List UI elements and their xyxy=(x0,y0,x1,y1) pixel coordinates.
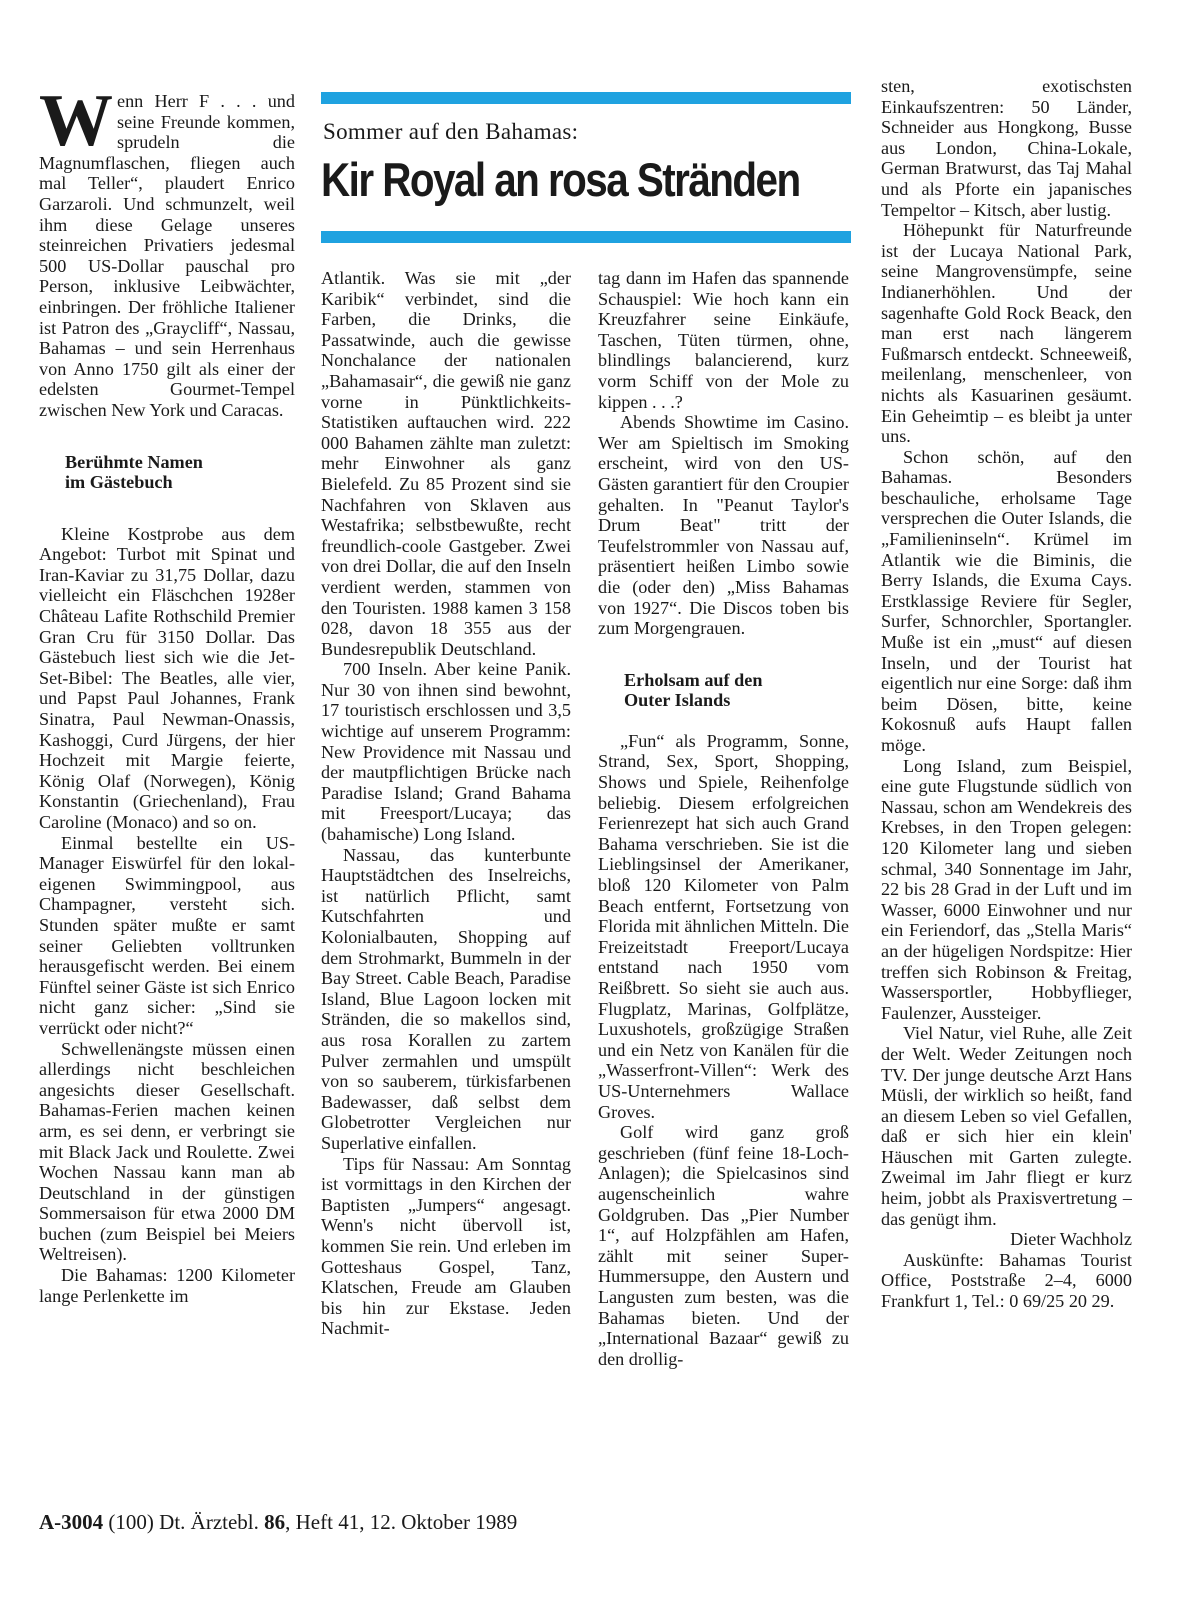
headline-box xyxy=(321,92,851,247)
paragraph: Schon schön, auf den Bahamas. Besonders beschauliche, erholsame Tage versprechen die Outer Islands, die „Familieninseln“. Krümel im Atlantik wie die Biminis, die Berry Islands, die Exuma Cays. Erstklassige Reviere für Segler, Surfer, Schnorchler, Sportangler. Muße ist ein „must“ auf diesen Inseln, und der Tourist hat eigentlich nur eine Sorge: daß ihm beim Dösen, bitte, keine Kokosnuß aufs Haupt fallen möge. xyxy=(881,446,1132,755)
paragraph: Abends Showtime im Casino. Wer am Spieltisch im Smoking erscheint, wird von den US-Gästen garantiert für den Croupier gehalten. In "Peanut Taylor's Drum Beat" tritt der Teufelstrommler von Nassau auf, präsentiert heißen Limbo sowie die (oder den) „Miss Bahamas von 1927“. Die Discos toben bis zum Morgengrauen. xyxy=(598,412,849,639)
issue-info: (100) Dt. Ärztebl. xyxy=(108,1510,259,1534)
issue-date: , Heft 41, 12. Oktober 1989 xyxy=(285,1510,518,1534)
subheading: Erholsam auf den Outer Islands xyxy=(624,669,763,711)
bottom-rule xyxy=(321,231,851,243)
page-footer xyxy=(39,1510,517,1535)
paragraph: Wenn Herr F . . . und seine Freunde kommen, sprudeln die Magnumflaschen, fliegen auch mal Teller“, plaudert Enrico Garzaroli. Und schmunzelt, weil ihm diese Gelage unseres steinreichen Privatiers jedesmal 500 US-Dollar pauschal pro Person, inklusive Leibwächter, einbringen. Der fröhliche Italiener ist Patron des „Graycliff“, Nassau, Bahamas – und sein Herrenhaus von Anno 1750 gilt als einer der edelsten Gourmet-Tempel zwischen New York und Caracas. xyxy=(39,91,295,420)
paragraph: Einmal bestellte ein US-Manager Eiswürfel für den lokal-eigenen Swimmingpool, aus Champagner, versteht sich. Stunden später mußte er samt seiner Geliebten volltrunken herausgefischt werden. Bei einem Fünftel seiner Gäste ist sich Enrico nicht ganz sicher: „Sind sie verrückt oder nicht?“ xyxy=(39,832,295,1038)
paragraph: „Fun“ als Programm, Sonne, Strand, Sex, Sport, Shopping, Shows und Spiele, Reihenfolge beliebig. Diesem erfolgreichen Ferienrezept hat sich auch Grand Bahama verschrieben. Sie ist die Lieblingsinsel der Amerikaner, bloß 120 Kilometer von Palm Beach entfernt, Fortsetzung von Florida mit ähnlichen Mitteln. Die Freizeitstadt Freeport/Lucaya entstand nach 1950 vom Reißbrett. So sieht sie auch aus. Flugplatz, Marinas, Golfplätze, Luxushotels, großzügige Straßen und ein Netz von Kanälen für die „Wasserfront-Villen“: Werk des US-Unternehmers Wallace Groves. xyxy=(598,730,849,1122)
paragraph: tag dann im Hafen das spannende Schauspiel: Wie hoch kann ein Kreuzfahrer seine Einkäufe, Taschen, Tüten türmen, ohne, blindlings balancierend, kurz vorm Schiff von der Mole zu kippen . . .? xyxy=(598,268,849,412)
paragraph: Schwellenängste müssen einen allerdings nicht beschleichen angesichts dieser Gesellschaft. Bahamas-Ferien machen keinen arm, es sei denn, er verbringt sie mit Black Jack und Roulette. Zwei Wochen Nassau kann man ab Deutschland in der günstigen Sommersaison für etwa 2000 DM buchen (zum Beispiel bei Meiers Weltreisen). xyxy=(39,1038,295,1265)
headline: Kir Royal an rosa Stränden xyxy=(321,153,800,206)
column-1 xyxy=(39,91,295,1476)
kicker: Sommer auf den Bahamas: xyxy=(323,119,579,144)
paragraph: sten, exotischsten Einkaufszentren: 50 Länder, Schneider aus Hongkong, Busse aus London, China-Lokale, German Bratwurst, das Taj Mahal und als Pforte ein japanisches Tempeltor – Kitsch, aber lustig. xyxy=(881,76,1132,220)
paragraph: 700 Inseln. Aber keine Panik. Nur 30 von ihnen sind bewohnt, 17 touristisch erschlossen und 3,5 wichtige auf unserem Programm: New Providence mit Nassau und der mautpflichtigen Brücke nach Paradise Island; Grand Bahama mit Freesport/Lucaya; das (bahamische) Long Island. xyxy=(321,659,571,845)
info-paragraph: Auskünfte: Bahamas Tourist Office, Poststraße 2–4, 6000 Frankfurt 1, Tel.: 0 69/25 20 29. xyxy=(881,1249,1132,1312)
paragraph: Nassau, das kunterbunte Hauptstädtchen des Inselreichs, ist natürlich Pflicht, samt Kutschfahrten und Kolonialbauten, Shopping auf dem Strohmarkt, Bummeln in der Bay Street. Cable Beach, Paradise Island, Blue Lagoon locken mit Stränden, die so makellos sind, aus rosa Korallen zu zartem Pulver zermahlen und umspült von so sauberem, türkisfarbenen Badewasser, daß selbst dem Globetrotter Vergleichen nur Superlative einfallen. xyxy=(321,844,571,1153)
column-3 xyxy=(598,268,849,1478)
author-signature: Dieter Wachholz xyxy=(1010,1229,1132,1250)
paragraph: Golf wird ganz groß geschrieben (fünf feine 18-Loch-Anlagen); die Spielcasinos sind augenscheinlich wahre Goldgruben. Das „Pier Number 1“, auf Holzpfählen am Hafen, zählt mit seiner Super-Hummersuppe, den Austern und Langusten zum besten, was die Bahamas bieten. Und der „International Bazaar“ gewiß zu den drollig- xyxy=(598,1122,849,1369)
drop-cap: W xyxy=(39,91,111,162)
paragraph: Viel Natur, viel Ruhe, alle Zeit der Welt. Weder Zeitungen noch TV. Der junge deutsche Arzt Hans Müsli, der wirklich so heißt, fand an diesem Leben so viel Gefallen, daß er sich hier ein klein' Häuschen mit Garten zulegte. Zweimal im Jahr fliegt er kurz heim, jobbt als Praxisvertretung – das genügt ihm. xyxy=(881,1023,1132,1229)
top-rule xyxy=(321,92,851,104)
subheading: Berühmte Namen im Gästebuch xyxy=(65,451,203,493)
page-number: A-3004 xyxy=(39,1510,104,1534)
paragraph: Höhepunkt für Naturfreunde ist der Lucaya National Park, seine Mangrovensümpfe, seine Indianerhöhlen. Und der sagenhafte Gold Rock Beack, den man erst nach längerem Fußmarsch entdeckt. Schneeweiß, meilenlang, menschenleer, von nichts als Kasuarinen gesäumt. Ein Geheimtip – es bleibt ja unter uns. xyxy=(881,220,1132,447)
paragraph: Kleine Kostprobe aus dem Angebot: Turbot mit Spinat und Iran-Kaviar zu 31,75 Dollar, dazu vielleicht ein Fläschchen 1928er Château Lafite Rothschild Premier Gran Cru für 3150 Dollar. Das Gästebuch liest sich wie die Jet-Set-Bibel: The Beatles, alle vier, und Papst Paul Johannes, Frank Sinatra, Paul Newman-Onassis, Kashoggi, Curd Jürgens, der hier Hochzeit mit Margie feierte, König Olaf (Norwegen), König Konstantin (Griechenland), Frau Caroline (Monaco) and so on. xyxy=(39,523,295,832)
paragraph: Atlantik. Was sie mit „der Karibik“ verbindet, sind die Farben, die Drinks, die Passatwinde, auch die gewisse Nonchalance der nationalen „Bahamasair“, die gewiß nie ganz vorne in Pünktlichkeits-Statistiken auftauchen wird. 222 000 Bahamen zählte man zuletzt: mehr Einwohner als ganz Bielefeld. Zu 85 Prozent sind sie Nachfahren von Sklaven aus Westafrika; selbstbewußte, recht freundlich-coole Gastgeber. Zwei von drei Dollar, die auf den Inseln verdient werden, stammen von den Touristen. 1988 kamen 3 158 028, davon 18 355 aus der Bundesrepublik Deutschland. xyxy=(321,268,571,659)
paragraph: Die Bahamas: 1200 Kilometer lange Perlenkette im xyxy=(39,1265,295,1306)
column-2 xyxy=(321,268,571,1478)
column-4 xyxy=(881,76,1132,1478)
volume: 86 xyxy=(264,1510,286,1534)
paragraph: Tips für Nassau: Am Sonntag ist vormittags in den Kirchen der Baptisten „Jumpers“ angesagt. Wenn's nicht übervoll ist, kommen Sie rein. Und erleben im Gotteshaus Gospel, Tanz, Klatschen, Freude am Glauben bis hin zur Ekstase. Jeden Nachmit- xyxy=(321,1153,571,1339)
paragraph: Long Island, zum Beispiel, eine gute Flugstunde südlich von Nassau, schon am Wendekreis des Krebses, in den Tropen gelegen: 120 Kilometer lang und sieben schmal, 340 Sonnentage im Jahr, 22 bis 28 Grad in der Luft und im Wasser, 6000 Einwohner und nur ein Feriendorf, das „Stella Maris“ an der hügeligen Nordspitze: Hier treffen sich Robinson & Freitag, Wassersportler, Hobbyflieger, Faulenzer, Aussteiger. xyxy=(881,755,1132,1023)
